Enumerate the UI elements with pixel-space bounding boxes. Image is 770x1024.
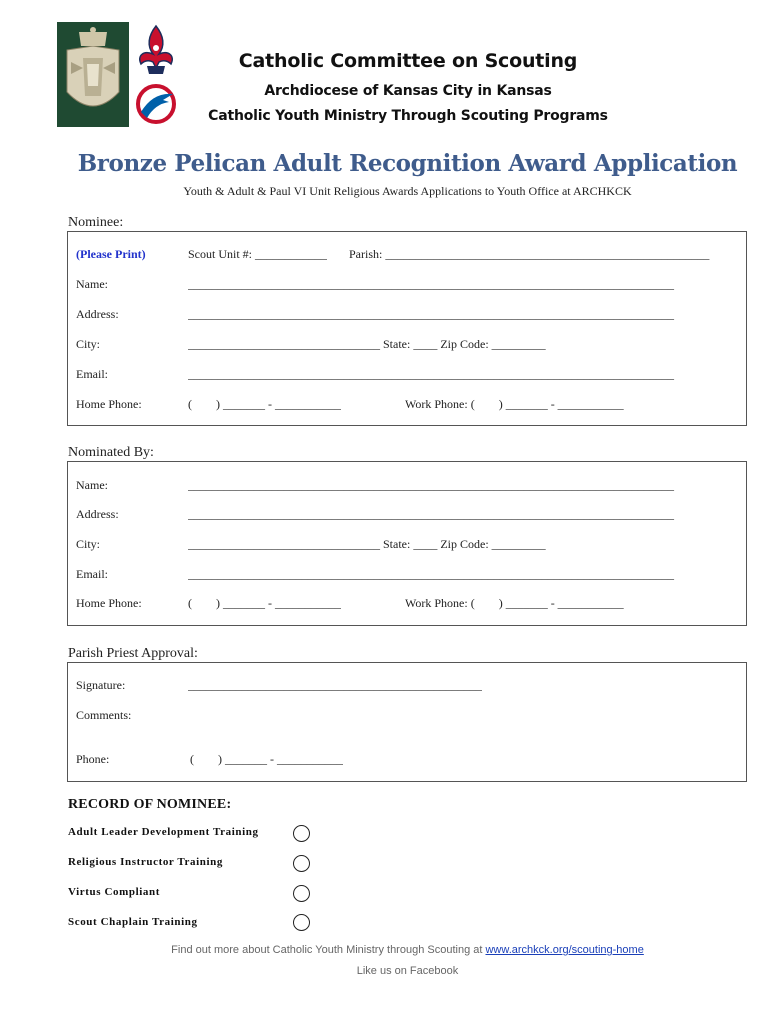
form-note: Youth & Adult & Paul VI Unit Religious Awards Applications to Youth Office at ARCHKCK <box>183 184 632 198</box>
nominee-email-label: Email: <box>76 367 108 381</box>
nominee-home-phone-label: Home Phone: <box>76 397 142 411</box>
nominee-name-field[interactable]: _________________________________________________________________________________ <box>188 277 674 291</box>
nominee-parish-field[interactable]: Parish: ______________________________________________________ <box>349 247 710 261</box>
nominated-by-section-label: Nominated By: <box>68 445 154 460</box>
scouting-arrow-logo <box>133 82 179 126</box>
please-print-note: (Please Print) <box>76 247 146 261</box>
adult-leader-training-radio[interactable] <box>293 825 310 842</box>
priest-comments-label: Comments: <box>76 708 132 722</box>
org-subtitle-ministry: Catholic Youth Ministry Through Scouting Programs <box>208 108 608 124</box>
nominee-email-field[interactable]: _________________________________________________________________________________ <box>188 367 674 381</box>
nominee-city-state-zip-field[interactable]: ________________________________ State: ____ Zip Code: _________ <box>188 337 546 351</box>
priest-approval-section-label: Parish Priest Approval: <box>68 646 198 661</box>
nominator-email-label: Email: <box>76 567 108 581</box>
nominee-address-label: Address: <box>76 307 119 321</box>
religious-instructor-training-radio[interactable] <box>293 855 310 872</box>
nominee-home-phone-field[interactable]: ( ) _______ - ___________ <box>188 397 341 411</box>
nominator-email-field[interactable]: _________________________________________________________________________________ <box>188 567 674 581</box>
nominee-section-label: Nominee: <box>68 215 124 230</box>
org-subtitle-archdiocese: Archdiocese of Kansas City in Kansas <box>264 83 552 99</box>
scout-chaplain-training-radio[interactable] <box>293 914 310 931</box>
record-item-scout-chaplain-training: Scout Chaplain Training <box>68 916 198 928</box>
nominee-name-label: Name: <box>76 277 108 291</box>
facebook-link[interactable]: Like us on Facebook <box>356 965 459 977</box>
nominator-address-label: Address: <box>76 507 119 521</box>
record-item-virtus-compliant: Virtus Compliant <box>68 886 161 898</box>
record-of-nominee-title: RECORD OF NOMINEE: <box>68 797 232 812</box>
record-item-adult-leader-training: Adult Leader Development Training <box>68 826 259 838</box>
nominator-city-state-zip-field[interactable]: ________________________________ State: ____ Zip Code: _________ <box>188 537 546 551</box>
nominee-work-phone-field[interactable]: Work Phone: ( ) _______ - ___________ <box>405 397 624 411</box>
form-title: Bronze Pelican Adult Recognition Award Application <box>77 150 738 177</box>
archdiocese-crest-logo <box>57 22 129 127</box>
org-title: Catholic Committee on Scouting <box>238 50 578 72</box>
nominee-address-field[interactable]: _________________________________________________________________________________ <box>188 307 674 321</box>
nominator-name-label: Name: <box>76 478 108 492</box>
priest-signature-field[interactable]: _________________________________________________ <box>188 678 482 692</box>
priest-phone-label: Phone: <box>76 752 110 766</box>
priest-phone-field[interactable]: ( ) _______ - ___________ <box>190 752 343 766</box>
nominee-city-label: City: <box>76 337 101 351</box>
nominator-work-phone-field[interactable]: Work Phone: ( ) _______ - ___________ <box>405 596 624 610</box>
record-item-religious-instructor-training: Religious Instructor Training <box>68 856 223 868</box>
priest-signature-label: Signature: <box>76 678 126 692</box>
nominator-address-field[interactable]: _________________________________________________________________________________ <box>188 507 674 521</box>
footer-text: Find out more about Catholic Youth Ministry through Scouting at <box>171 944 483 956</box>
nominator-home-phone-field[interactable]: ( ) _______ - ___________ <box>188 596 341 610</box>
nominator-name-field[interactable]: _________________________________________________________________________________ <box>188 478 674 492</box>
nominator-city-label: City: <box>76 537 101 551</box>
nominee-scout-unit-field[interactable]: Scout Unit #: ____________ <box>188 247 328 261</box>
virtus-compliant-radio[interactable] <box>293 885 310 902</box>
scouting-home-link[interactable]: www.archkck.org/scouting-home <box>485 944 644 956</box>
bsa-fleur-de-lis-logo <box>133 24 179 78</box>
footer-info <box>0 944 770 956</box>
nominator-home-phone-label: Home Phone: <box>76 596 142 610</box>
